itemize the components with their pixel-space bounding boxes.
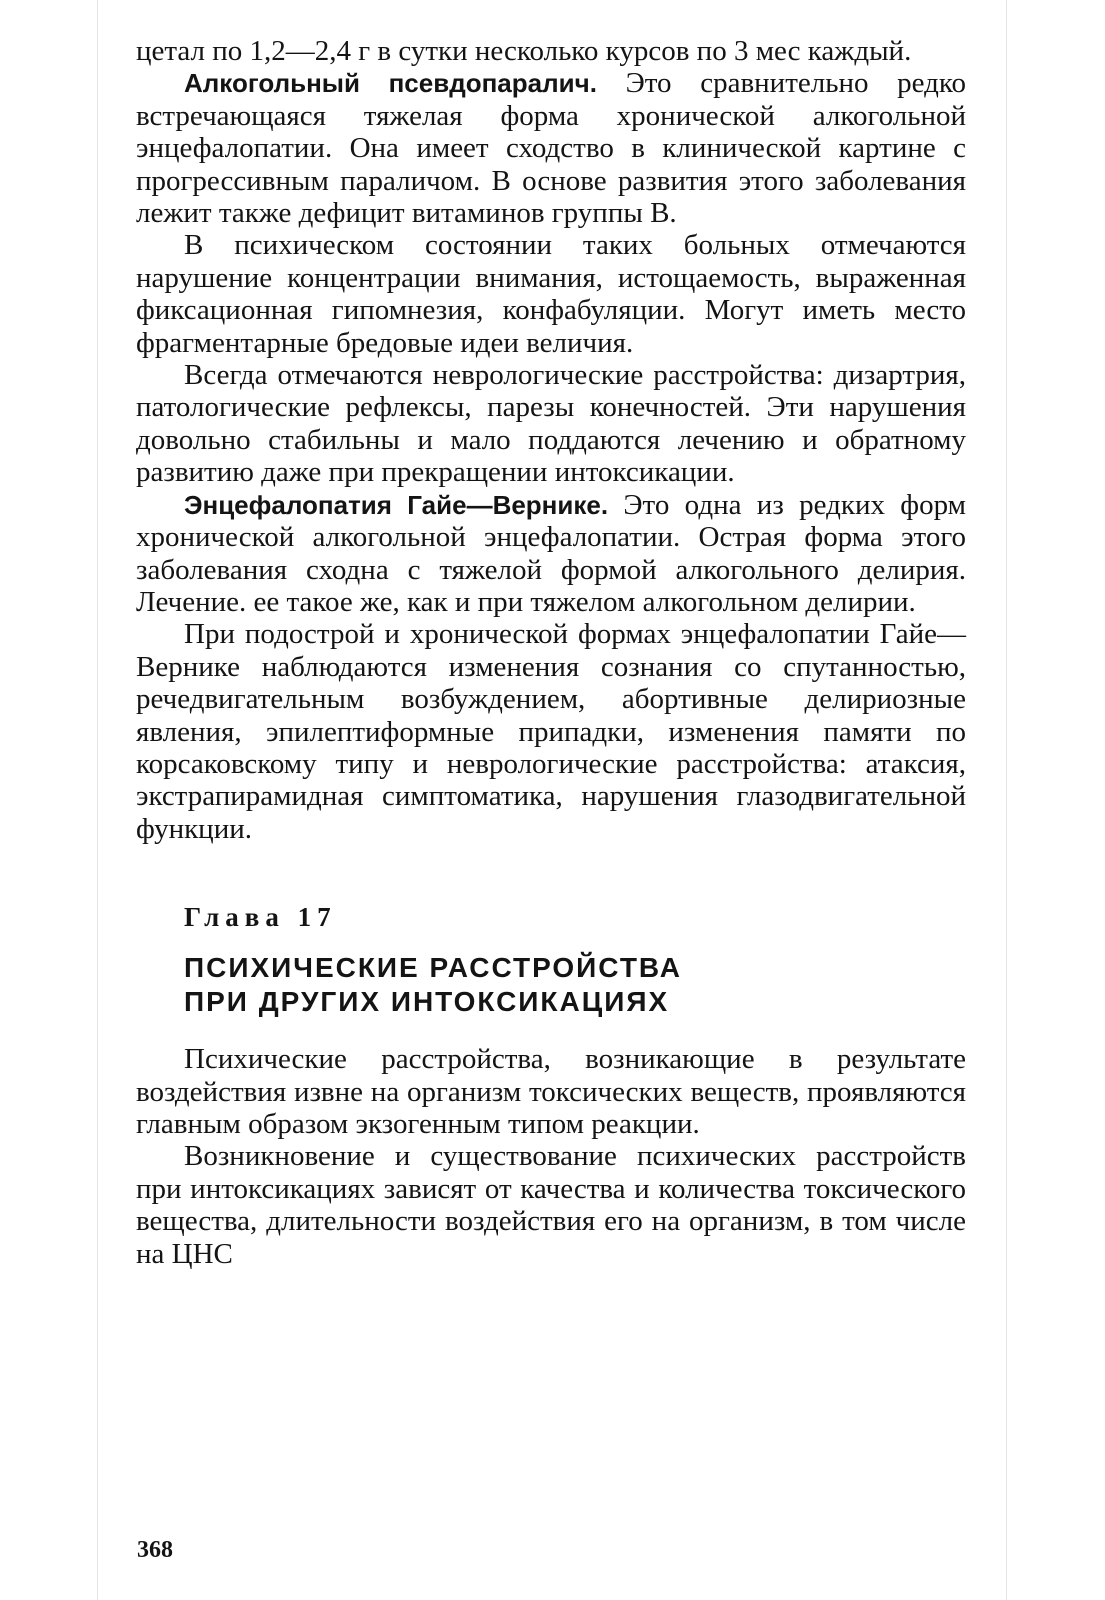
chapter-title-line: ПСИХИЧЕСКИЕ РАССТРОЙСТВА [184, 952, 682, 984]
paragraph-chapter-factors: Возникновение и существование психических расстройств при интоксикациях зависят от качества и количества токсического вещества, длительности воздействия его на организм, в том числе на ЦНС [136, 1140, 966, 1270]
page-left-edge [97, 0, 98, 1600]
chapter-title-line: ПРИ ДРУГИХ ИНТОКСИКАЦИЯХ [184, 986, 670, 1018]
paragraph-neurological: Всегда отмечаются неврологические расстройства: дизартрия, патологические рефлексы, парезы конечностей. Эти нарушения довольно стабильны и мало поддаются лечению и обратному развитию даже при прекращении интоксикации. [136, 359, 966, 489]
paragraph-gayet-wernicke [136, 489, 966, 619]
page-number: 368 [137, 1537, 173, 1563]
paragraph-pseudoparalysis [136, 67, 966, 229]
term-pseudoparalysis: Алкогольный псевдопаралич. [184, 68, 597, 99]
paragraph-subacute-forms: При подострой и хронической формах энцефалопатии Гайе—Вернике наблюдаются изменения сознания со спутанностью, речедвигательным возбуждением, абортивные делириозные явления, эпилептиформные припадки, изменения памяти по корсаковскому типу и неврологические расстройства: атаксия, экстрапирамидная симптоматика, нарушения глазодвигательной функции. [136, 618, 966, 845]
paragraph-text: Это одна из редких форм хронической алкогольной энцефалопатии. Острая форма этого заболевания сходна с тяжелой формой алкогольного делирия. Лечение. ее такое же, как и при тяжелом алкогольном делирии. [136, 488, 966, 618]
page-right-edge [1006, 0, 1007, 1600]
chapter-title [136, 951, 966, 1019]
paragraph-mental-state: В психическом состоянии таких больных отмечаются нарушение концентрации внимания, истощаемость, выраженная фиксационная гипомнезия, конфабуляции. Могут иметь место фрагментарные бредовые идеи величия. [136, 229, 966, 359]
paragraph-continuation: цетал по 1,2—2,4 г в сутки несколько курсов по 3 мес каждый. [136, 35, 912, 67]
body-text [136, 35, 966, 1270]
chapter-label: Глава 17 [184, 902, 337, 933]
term-gayet-wernicke: Энцефалопатия Гайе—Вернике. [184, 489, 609, 520]
paragraph-chapter-intro: Психические расстройства, возникающие в результате воздействия извне на организм токсических веществ, проявляются главным образом экзогенным типом реакции. [136, 1043, 966, 1140]
paragraph-text: Это сравнительно редко встречающаяся тяжелая форма хронической алкогольной энцефалопатии. Она имеет сходство в клинической картине с прогрессивным параличом. В основе развития этого заболевания лежит также дефицит витаминов группы В. [136, 67, 966, 230]
